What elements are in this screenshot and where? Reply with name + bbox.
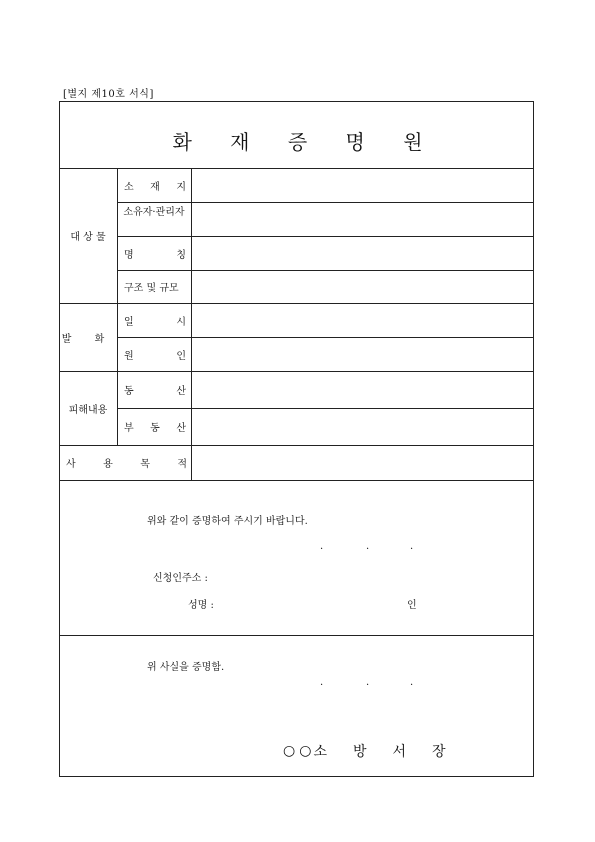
cause-label: 원 인: [124, 350, 186, 362]
request-date-dot: .: [366, 541, 370, 552]
datetime-label: 일 시: [124, 316, 186, 328]
location-label: 소 재 지: [124, 181, 186, 193]
fire-group-label: 발 화: [61, 333, 115, 345]
movable-label: 동 산: [124, 386, 186, 397]
cert-date-dot: .: [366, 677, 370, 688]
certification-statement: 위 사실을 증명함.: [147, 662, 225, 673]
row-divider: [117, 202, 534, 203]
name-label: 명 칭: [124, 249, 186, 261]
real-estate-label: 부 동 산: [124, 423, 186, 434]
target-group-label: 대 상 물: [70, 232, 106, 243]
seal-mark: 인: [407, 600, 417, 611]
row-divider: [59, 635, 534, 636]
applicant-address-label: 신청인주소 :: [153, 573, 208, 584]
document-title: 화 재 증 명 원: [172, 130, 439, 154]
request-date-dot: .: [410, 541, 414, 552]
damage-group-label: 피해내용: [68, 404, 108, 416]
request-statement: 위와 같이 증명하여 주시기 바랍니다.: [147, 516, 308, 527]
purpose-label: 사 용 목 적: [66, 459, 187, 470]
request-date-dot: .: [320, 541, 324, 552]
column-divider: [191, 168, 192, 480]
form-reference: [별지 제10호 서식]: [63, 89, 154, 100]
applicant-name-label: 성명 :: [188, 600, 214, 611]
cert-date-dot: .: [320, 677, 324, 688]
owner-label: 소유자·관리자: [123, 207, 185, 218]
issuer-signature: ○ ○ 소 방 서 장: [283, 743, 446, 760]
structure-label: 구조 및 규모: [124, 283, 179, 294]
cert-date-dot: .: [410, 677, 414, 688]
row-divider: [59, 480, 534, 481]
